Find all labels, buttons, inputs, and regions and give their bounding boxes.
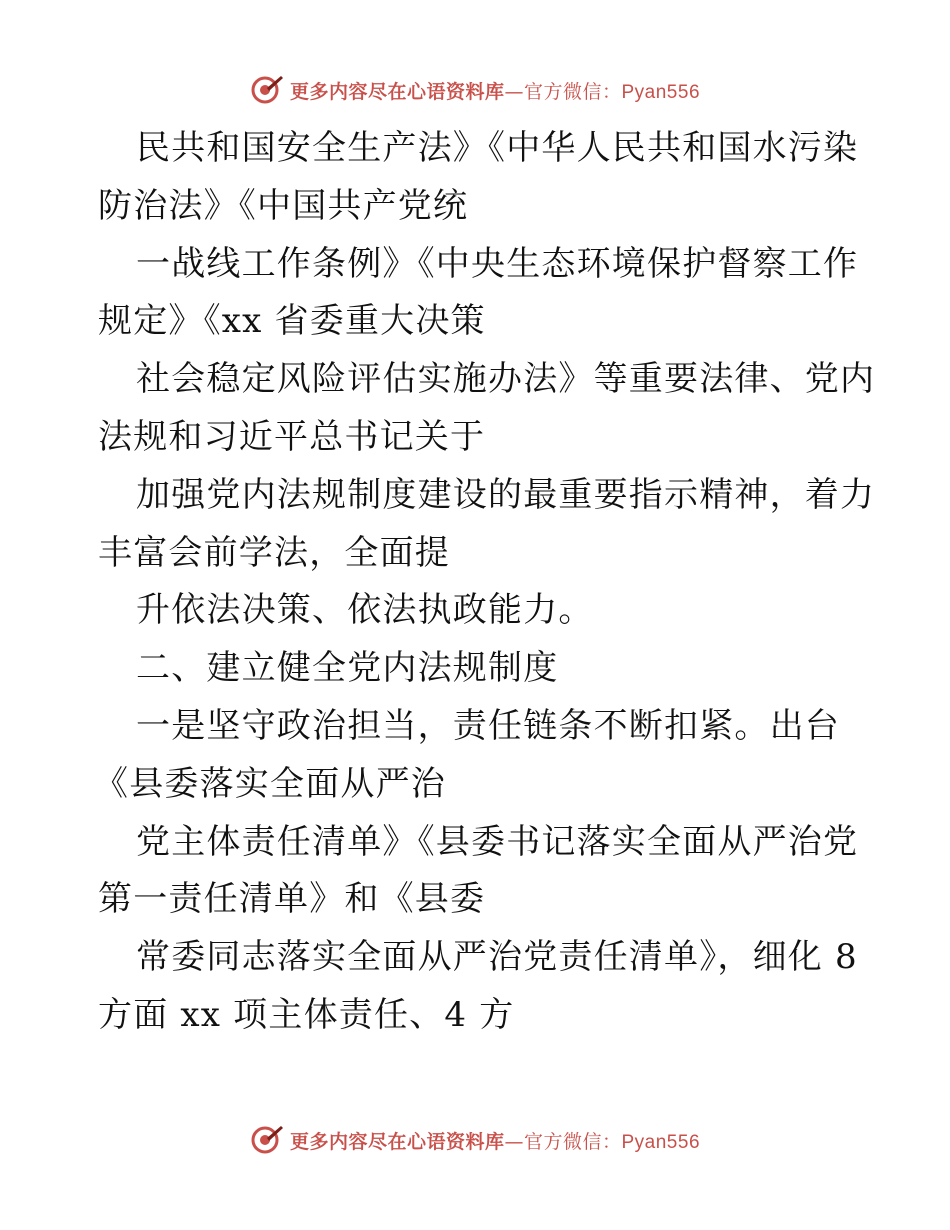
watermark-wechat-label: 官方微信： [523,80,622,103]
watermark-wechat-label: 官方微信： [523,1130,622,1153]
section-heading: 二、建立健全党内法规制度 [136,648,559,689]
body-line: 常委同志落实全面从严治党责任清单》，细化 8 [136,937,858,978]
document-body [94,120,876,1045]
body-line: 民共和国安全生产法》《中华人民共和国水污染 [136,128,859,168]
body-line: 党主体责任清单》《县委书记落实全面从严治党 [136,821,859,862]
watermark-text [290,1127,700,1154]
footer-watermark [0,1120,950,1160]
watermark-wechat-id: Pyan556 [621,1131,701,1153]
body-line: 法规和习近平总书记关于 [98,416,486,457]
watermark-dash: — [504,1130,524,1153]
header-watermark [0,70,950,110]
body-line: 丰富会前学法，全面提 [98,532,450,573]
body-line: 一战线工作条例》《中央生态环境保护督察工作 [136,243,859,284]
body-line: 防治法》《中国共产党统 [98,185,469,226]
watermark-dash: — [504,80,524,103]
watermark-brand: 更多内容尽在心语资料库 [289,1130,505,1153]
watermark-brand: 更多内容尽在心语资料库 [289,80,505,103]
body-line: 方面 xx 项主体责任、4 方 [98,994,515,1035]
body-line: 加强党内法规制度建设的最重要指示精神，着力 [136,474,876,515]
body-line: 规定》《xx 省委重大决策 [98,301,486,342]
body-line: 《县委落实全面从严治 [94,763,446,804]
pen-logo-icon [250,73,284,107]
body-line: 升依法决策、依法执政能力。 [136,590,594,631]
body-line: 社会稳定风险评估实施办法》等重要法律、党内 [136,359,876,400]
body-line: 第一责任清单》和《县委 [98,879,486,920]
watermark-text [290,77,700,104]
pen-logo-icon [250,1123,284,1157]
watermark-wechat-id: Pyan556 [621,81,701,103]
body-line: 一是坚守政治担当，责任链条不断扣紧。出台 [136,705,840,746]
